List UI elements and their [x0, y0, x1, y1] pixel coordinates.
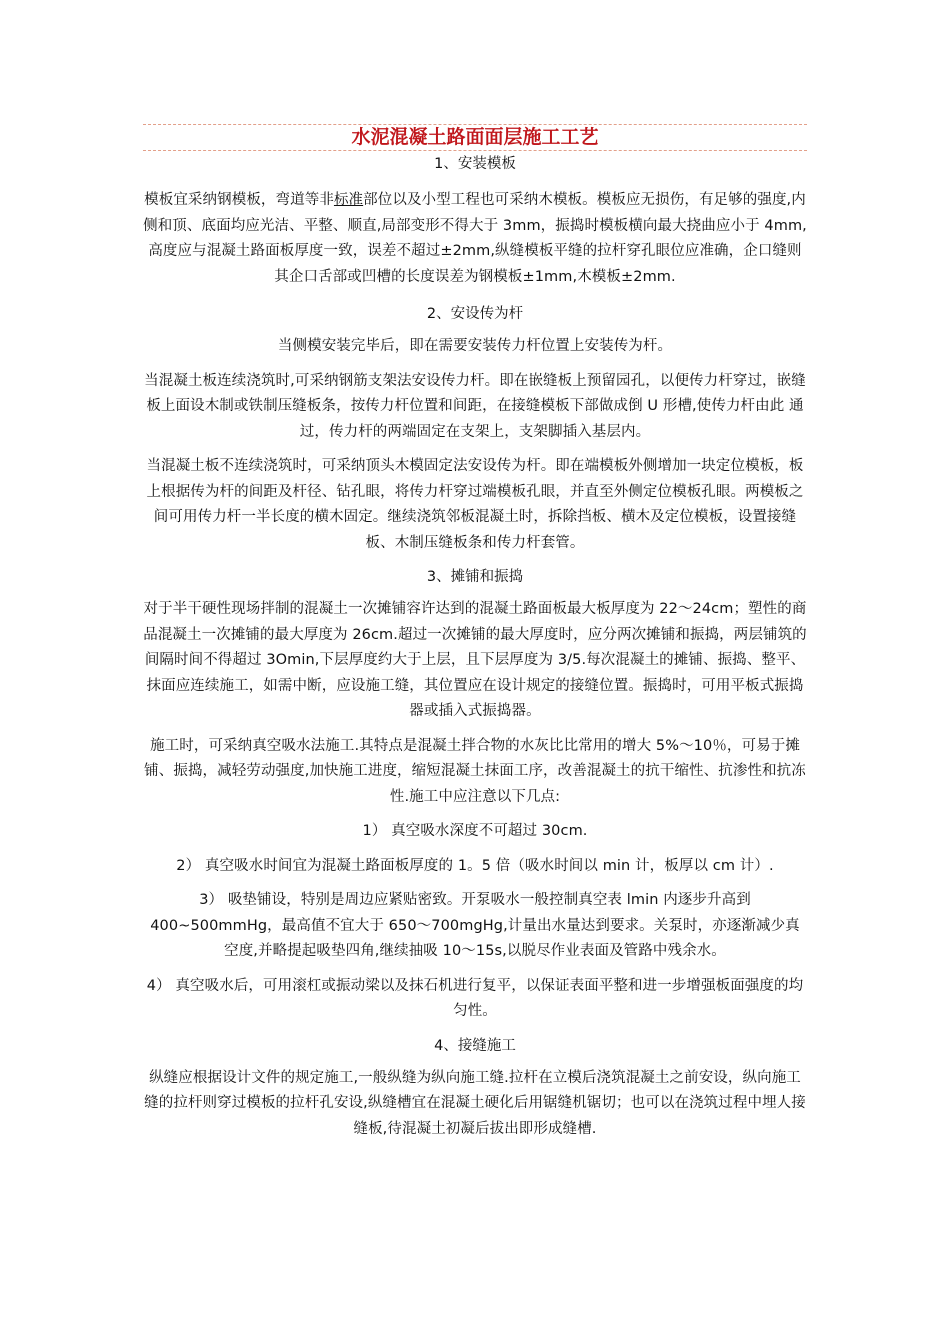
- section-3-point-1: 1） 真空吸水深度不可超过 30cm.: [362, 823, 588, 839]
- section-3-paragraph-1: 对于半干硬性现场拌制的混凝土一次摊铺容许达到的混凝土路面板最大板厚度为 22～24cm；塑性的商品混凝土一次摊铺的最大厚度为 26cm.超过一次摊铺的最大厚度时，应分两次摊铺和振捣，两层铺筑的间隔时间不得超过 3Omin,下层厚度约大于上层，且下层厚度为 3/5.每次混凝土的摊铺、振捣、整平、抹面应连续施工，如需中断，应设施工缝，其位置应在设计规定的接缝位置。振捣时，可用平板式振捣器或插入式振捣器。: [143, 601, 807, 719]
- title-dashed-rule-top: [143, 124, 807, 125]
- underlined-term: 标准: [333, 192, 364, 208]
- section-heading-2: 2、安设传为杆: [426, 306, 524, 322]
- section-3-point-3: 3） 吸垫铺设，特别是周边应紧贴密致。开泵吸水一般控制真空表 lmin 内逐步升高到 400~500mmHg，最高值不宜大于 650～700mgHg,计量出水量达到要求。关泵时，亦逐渐减少真空度,并略提起吸垫四角,继续抽吸 10～15s,以脱尽作业表面及管路中残余水。: [150, 892, 800, 959]
- section-3-point-4: 4） 真空吸水后，可用滚杠或振动梁以及抹石机进行复平，以保证表面平整和进一步增强板面强度的均匀性。: [146, 977, 804, 1019]
- section-heading-1: 1、安装模板: [434, 156, 516, 172]
- section-heading-4: 4、接缝施工: [434, 1037, 516, 1054]
- section-4-paragraph-1: 纵缝应根据设计文件的规定施工,一般纵缝为纵向施工缝.拉杆在立模后浇筑混凝土之前安设，纵向施工缝的拉杆则穿过模板的拉杆孔安设,纵缝槽宜在混凝土硬化后用锯缝机锯切；也可以在浇筑过程中埋人接缝板,待混凝土初凝后拔出即形成缝槽.: [144, 1069, 806, 1137]
- document-body: [143, 150, 807, 1151]
- section-2-paragraph-2: 当混凝土板连续浇筑时,可采纳钢筋支架法安设传力杆。即在嵌缝板上预留园孔，以便传力杆穿过，嵌缝板上面设木制或铁制压缝板条，按传力杆位置和间距，在接缝模板下部做成倒 U 形槽,使传力杆由此 通过，传力杆的两端固定在支架上，支架脚插入基层内。: [144, 372, 806, 440]
- section-3-point-2: 2） 真空吸水时间宜为混凝土路面板厚度的 1。5 倍（吸水时间以 min 计，板厚以 cm 计）.: [176, 857, 774, 874]
- title-block: [143, 118, 807, 154]
- section-2-paragraph-3: 当混凝土板不连续浇筑时，可采纳顶头木模固定法安设传为杆。即在端模板外侧增加一块定位模板，板上根据传为杆的间距及杆径、钻孔眼，将传力杆穿过端模板孔眼，并直至外侧定位模板孔眼。两模板之间可用传力杆一半长度的横木固定。继续浇筑邻板混凝土时，拆除挡板、横木及定位模板，设置接缝板、木制压缝板条和传力杆套管。: [146, 458, 804, 551]
- document-title: 水泥混凝土路面面层施工工艺: [143, 126, 807, 148]
- section-3-paragraph-2: 施工时，可采纳真空吸水法施工.其特点是混凝土拌合物的水灰比比常用的增大 5%～10％，可易于摊铺、振捣，减轻劳动强度,加快施工进度，缩短混凝土抹面工序，改善混凝土的抗干缩性、抗渗性和抗冻性.施工中应注意以下几点:: [144, 737, 806, 805]
- section-1-paragraph-1: 模板宜采纳钢模板，弯道等非标准部位以及小型工程也可采纳木模板。模板应无损伤，有足够的强度,内侧和顶、底面均应光洁、平整、顺直,局部变形不得大于 3mm，振捣时模板横向最大挠曲应小于 4mm,高度应与混凝土路面板厚度一致，误差不超过±2mm,纵缝模板平缝的拉杆穿孔眼位应准确，企口缝则其企口舌部或凹槽的长度误差为钢模板±1mm,木模板±2mm.: [143, 192, 807, 285]
- section-heading-3: 3、摊铺和振捣: [426, 569, 524, 585]
- section-2-paragraph-1: 当侧模安装完毕后，即在需要安装传力杆位置上安装传为杆。: [277, 338, 673, 354]
